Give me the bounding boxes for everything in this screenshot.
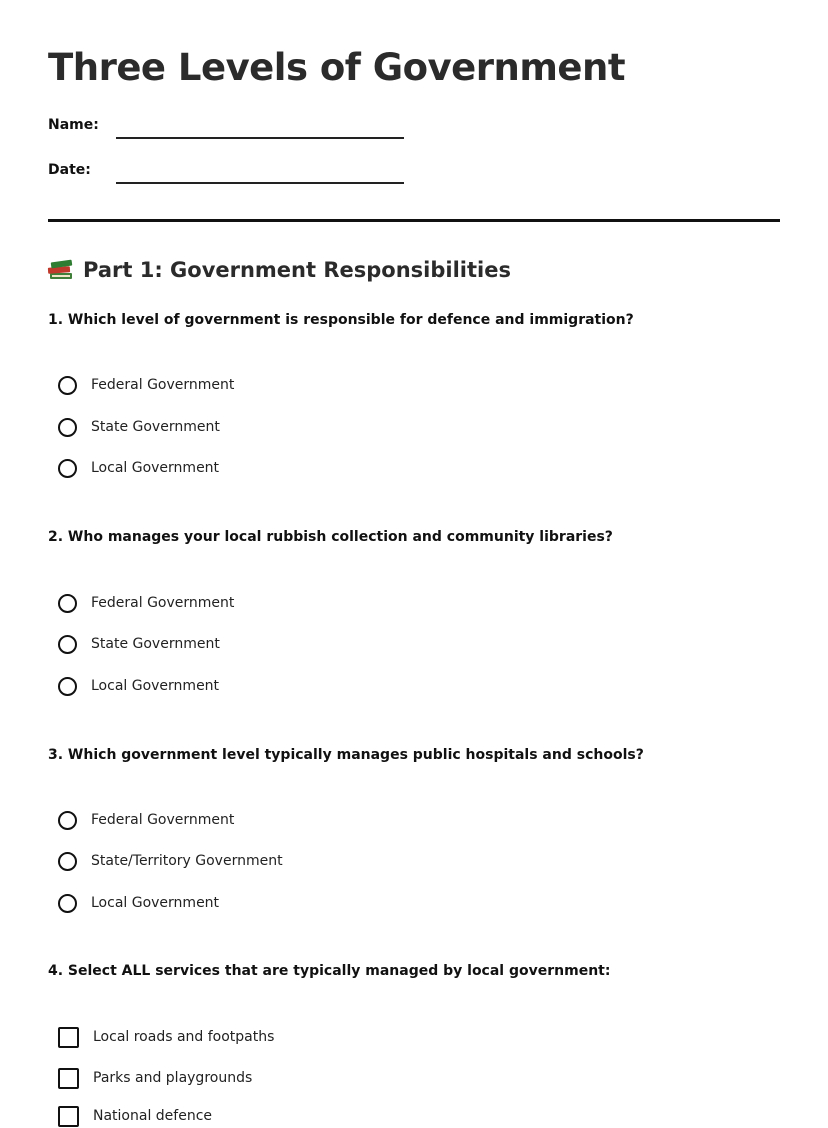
- radio-button[interactable]: [58, 811, 77, 830]
- date-input-line[interactable]: [116, 182, 404, 184]
- radio-button[interactable]: [58, 594, 77, 613]
- q4-option-local-roads[interactable]: [58, 1025, 274, 1049]
- q3-option-state-territory[interactable]: [58, 849, 283, 873]
- radio-button[interactable]: [58, 376, 77, 395]
- radio-button[interactable]: [58, 894, 77, 913]
- radio-button[interactable]: [58, 635, 77, 654]
- option-label: Local Government: [91, 460, 220, 476]
- question-1: 1. Which level of government is responsible for defence and immigration?: [48, 312, 634, 328]
- option-label: National defence: [93, 1108, 213, 1124]
- option-label: State/Territory Government: [91, 853, 283, 869]
- radio-button[interactable]: [58, 852, 77, 871]
- q2-option-local[interactable]: [58, 674, 219, 698]
- date-label: Date:: [48, 162, 91, 178]
- option-label: Local Government: [91, 895, 220, 911]
- q2-option-state[interactable]: [58, 632, 220, 656]
- q4-option-national-defence[interactable]: [58, 1104, 212, 1128]
- worksheet-title: Three Levels of Government: [48, 46, 626, 89]
- question-4: 4. Select ALL services that are typically managed by local government:: [48, 963, 611, 979]
- question-2: 2. Who manages your local rubbish collection and community libraries?: [48, 529, 613, 545]
- q2-option-federal[interactable]: [58, 591, 234, 615]
- name-input-line[interactable]: [116, 137, 404, 139]
- q3-option-local[interactable]: [58, 891, 219, 915]
- books-icon: [48, 258, 74, 282]
- checkbox[interactable]: [58, 1027, 79, 1048]
- q4-option-parks[interactable]: [58, 1066, 252, 1090]
- question-3: 3. Which government level typically manages public hospitals and schools?: [48, 747, 644, 763]
- radio-button[interactable]: [58, 418, 77, 437]
- checkbox[interactable]: [58, 1106, 79, 1127]
- checkbox[interactable]: [58, 1068, 79, 1089]
- q1-option-federal[interactable]: [58, 373, 234, 397]
- option-label: State Government: [91, 419, 220, 435]
- part-1-heading: [48, 258, 511, 282]
- radio-button[interactable]: [58, 677, 77, 696]
- option-label: Local roads and footpaths: [93, 1029, 275, 1045]
- option-label: Local Government: [91, 678, 220, 694]
- name-field: [48, 117, 408, 141]
- name-label: Name:: [48, 117, 99, 133]
- option-label: Federal Government: [91, 377, 235, 393]
- q1-option-state[interactable]: [58, 415, 220, 439]
- part-1-heading-text: Part 1: Government Responsibilities: [83, 258, 511, 282]
- date-field: [48, 162, 408, 186]
- q1-option-local[interactable]: [58, 456, 219, 480]
- option-label: Federal Government: [91, 595, 235, 611]
- option-label: Federal Government: [91, 812, 235, 828]
- option-label: State Government: [91, 636, 220, 652]
- radio-button[interactable]: [58, 459, 77, 478]
- q3-option-federal[interactable]: [58, 808, 234, 832]
- header-divider: [48, 219, 780, 222]
- option-label: Parks and playgrounds: [93, 1070, 253, 1086]
